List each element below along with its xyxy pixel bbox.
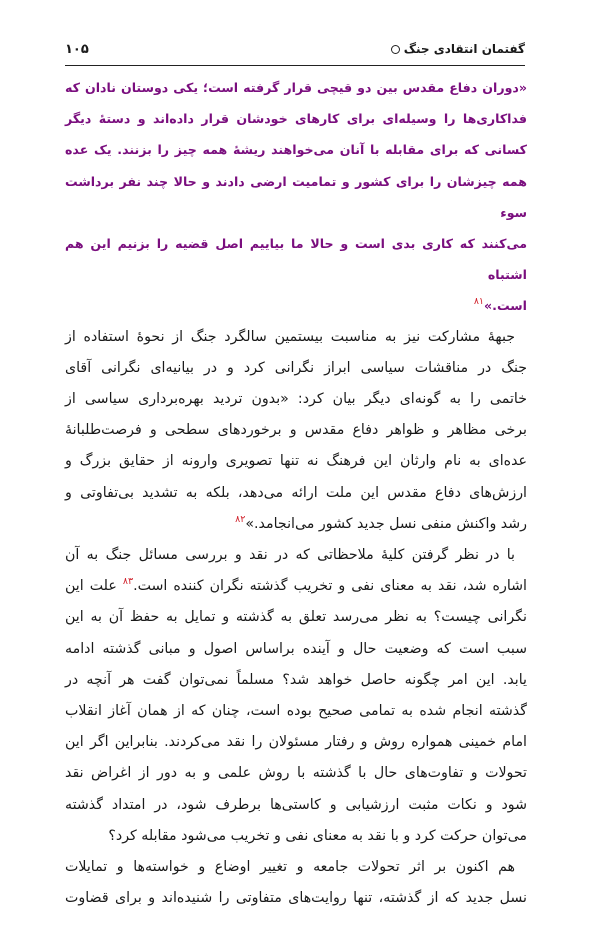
text-line: می‌توان حرکت کرد و با نقد به معنای نفی و تخریب می‌شود مقابله کرد؟ [108,827,527,844]
text-line [65,509,527,540]
running-title-text: گفتمان انتقادی جنگ [403,42,525,56]
quote-line: می‌کنند که کاری بدی است و حالا ما بیاییم اصل قضیه را بزنیم این هم اشتباه [65,236,527,283]
text-line: سبب است که وضعیت حال و آینده براساس اصول و مبانی گذشته ادامه [65,640,527,657]
quote-line: فداکاری‌ها را وسیله‌ای برای کارهای خودشان قرار داده‌اند و دستهٔ دیگر [65,111,527,127]
header-rule [65,65,525,66]
circle-ornament-icon [391,45,400,54]
text-line: هم اکنون بر اثر تحولات جامعه و تغییر اوضاع و خواسته‌ها و تمایلات [65,859,515,876]
text-line-tail: علت این [65,578,117,595]
text-line: ارزش‌های دفاع مقدس این ملت ارائه می‌دهد، بلکه به تشدید بی‌تفاوتی و [65,484,527,501]
text-line: عده‌ای به نام وارثان این فرهنگ نه تنها تصویری وارونه از حقایق بزرگ و [65,453,527,470]
text-line: برخی مظاهر و ظواهر دفاع مقدس و برخوردهای سطحی و فرصت‌طلبانهٔ [65,422,527,439]
page-number: ۱۰۵ [65,42,89,57]
text-line: گذشته انجام شده به تمامی صحیح بوده است، چنان که از همان آغاز انقلاب [65,703,527,720]
quote-line: همه چیزشان را برای کشور و تمامیت ارضی دادند و حالا چند نفر برداشت سوء [65,173,527,220]
page-body [65,72,527,914]
running-title [391,42,525,56]
text-line: با در نظر گرفتن کلیهٔ ملاحظاتی که در نقد و بررسی مسائل جنگ به آن [65,547,515,564]
text-line-content: اشاره شد، نقد به معنای نفی و تخریب گذشته نگران کننده است. [133,578,527,595]
footnote-marker: ۸۳ [122,576,134,588]
paragraph-1 [65,322,527,540]
text-line: نسل جدید که از گذشته، تنها روایت‌های متفاوتی را شنیده‌اند و برای قضاوت [65,890,527,907]
quote-line-text: است.» [484,298,527,314]
text-line: نگرانی چیست؟ به نظر می‌رسد تعلق به گذشته و تمایل به حفظ آن به این [65,609,527,626]
paragraph-2 [65,540,527,852]
quote-line [65,290,527,321]
quote-line: «دوران دفاع مقدس بین دو قیچی قرار گرفته است؛ یکی دوستان نادان که [65,80,527,95]
footnote-marker: ۸۲ [235,513,246,525]
text-line: جنگ در مناقشات سیاسی ابراز نگرانی کرد و در بیانیه‌ای نگرانی آقای [65,359,527,376]
quote-line: کسانی که برای مقابله با آنان می‌خواهند ریشهٔ همه چیز را بزنند. یک عده [65,142,527,158]
text-line: یابد. این امر چگونه حاصل خواهد شد؟ مسلماً نمی‌توان گفت هر آنچه در [65,671,527,688]
text-line: امام خمینی همواره روش و رفتار مسئولان را نقد می‌کردند. بنابراین اگر این [65,734,527,751]
text-line: تحولات و تفاوت‌های حال با گذشته با روش علمی و به دور از اغراض نقد [65,765,527,782]
text-line [65,571,527,602]
text-line-content: رشد واکنش منفی نسل جدید کشور می‌انجامد.» [245,515,527,532]
footnote-marker: ۸۱ [473,296,485,308]
text-line: جبههٔ مشارکت نیز به مناسبت بیستمین سالگرد جنگ از نحوهٔ استفاده از [65,328,515,345]
text-line: شود و نکات مثبت ارزشیابی و کاستی‌ها برطرف شود، در امتداد گذشته [65,796,527,813]
block-quote [65,72,527,322]
text-line: خاتمی را به گونه‌ای دیگر بیان کرد: «بدون تردید بهره‌برداری سیاسی از [65,391,527,408]
running-header [65,42,525,66]
paragraph-3 [65,852,527,914]
